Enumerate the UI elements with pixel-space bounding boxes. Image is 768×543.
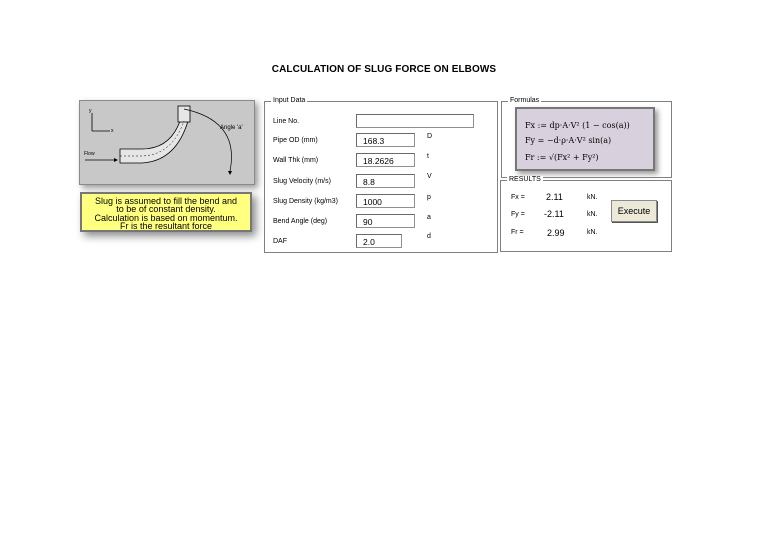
fy-unit: kN. [587, 211, 598, 218]
fx-formula: Fx := dp·A·V² (1 − cos(a)) [525, 121, 630, 130]
fr-value: 2.99 [547, 228, 565, 238]
flow-label: Flow [84, 151, 95, 157]
fr-unit: kN. [587, 229, 598, 236]
bend-angle-label: Bend Angle (deg) [273, 218, 328, 225]
fx-value: 2.11 [546, 192, 563, 202]
fr-formula: Fr := √(Fx² + Fy²) [525, 153, 599, 162]
assumption-note [80, 192, 252, 232]
slug-density-symbol: p [427, 194, 431, 201]
daf-symbol: d [427, 233, 431, 240]
execute-button[interactable]: Execute [611, 200, 657, 222]
note-line: Calculation is based on momentum. [94, 212, 238, 223]
fy-formula: Fy = −d·ρ·A·V² sin(a) [525, 136, 612, 145]
slug-velocity-symbol: V [427, 173, 432, 180]
note-line: Fr is the resultant force [119, 220, 213, 231]
fy-value: -2.11 [544, 209, 564, 219]
wall-thk-symbol: t [427, 153, 429, 160]
bend-angle-symbol: a [427, 214, 431, 221]
fr-label: Fr = [511, 229, 524, 236]
wall-thk-label: Wall Thk (mm) [273, 157, 319, 164]
elbow-diagram [79, 100, 255, 185]
slug-density-input[interactable]: 1000 [356, 194, 415, 208]
line-no-label: Line No. [273, 118, 300, 125]
line-no-input[interactable] [356, 114, 474, 128]
results-label: RESULTS [509, 176, 541, 183]
x-axis-label: x [111, 128, 114, 134]
note-line: to be of constant density. [116, 204, 216, 215]
fy-label: Fy = [511, 211, 525, 218]
slug-density-label: Slug Density (kg/m3) [273, 198, 338, 205]
y-axis-label: y [89, 108, 92, 114]
slug-velocity-label: Slug Velocity (m/s) [273, 178, 331, 185]
formula-box [515, 107, 655, 171]
pipe-od-input[interactable]: 168.3 [356, 133, 415, 147]
fx-unit: kN. [587, 194, 598, 201]
wall-thk-input[interactable]: 18.2626 [356, 153, 415, 167]
daf-input[interactable]: 2.0 [356, 234, 402, 248]
pipe-od-label: Pipe OD (mm) [273, 137, 318, 144]
input-data-label: Input Data [273, 97, 306, 104]
pipe-od-symbol: D [427, 133, 433, 140]
elbow-drawing [80, 101, 254, 184]
daf-label: DAF [273, 238, 287, 245]
note-line: Slug is assumed to fill the bend and [94, 196, 238, 206]
fx-label: Fx = [511, 194, 525, 201]
formulas-label: Formulas [510, 97, 540, 104]
slug-velocity-input[interactable]: 8.8 [356, 174, 415, 188]
bend-angle-input[interactable]: 90 [356, 214, 415, 228]
angle-label: Angle 'a' [220, 125, 243, 131]
page-title: CALCULATION OF SLUG FORCE ON ELBOWS [271, 64, 497, 75]
